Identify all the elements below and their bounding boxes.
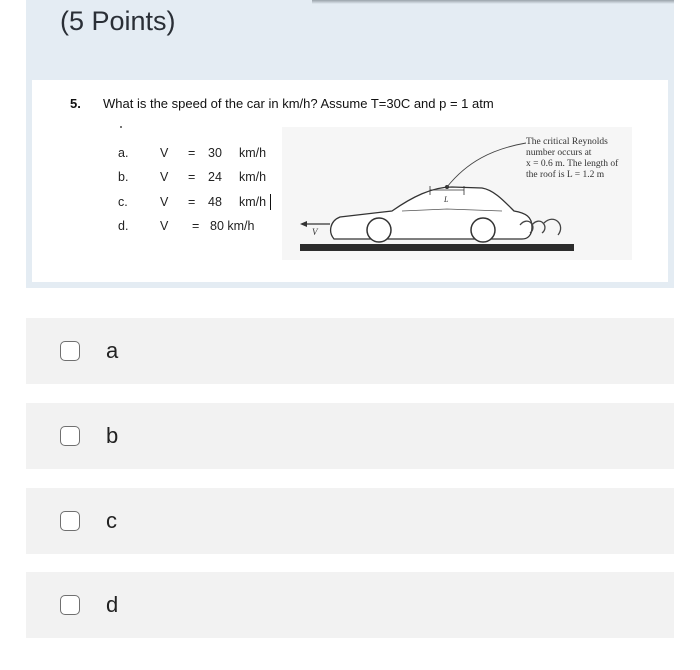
choice-equals: = <box>192 219 200 233</box>
question-text: What is the speed of the car in km/h? Assume T=30C and p = 1 atm <box>103 96 494 111</box>
figure-note-line: The critical Reynolds <box>526 137 608 147</box>
roof-length-label: L <box>444 195 449 204</box>
figure-note-line: x = 0.6 m. The length of <box>526 159 619 169</box>
choice-variable: V <box>160 195 169 209</box>
points-title: (5 Points) <box>60 6 176 36</box>
figure-note <box>526 137 630 181</box>
choice-equals: = <box>188 195 196 209</box>
top-shadow <box>312 0 674 4</box>
question-number: 5. <box>70 96 81 111</box>
checkbox-a[interactable] <box>60 341 80 361</box>
car-body <box>331 187 532 239</box>
choice-value: 80 km/h <box>210 219 255 233</box>
answer-option-c[interactable] <box>26 488 674 554</box>
choice-value: 24 <box>208 170 222 184</box>
choice-equals: = <box>188 146 196 160</box>
rear-wheel <box>471 218 495 242</box>
velocity-arrow-head <box>300 221 307 227</box>
figure-note-line: number occurs at <box>526 148 592 158</box>
text-cursor <box>270 194 271 210</box>
road-surface <box>300 244 574 251</box>
answer-option-d[interactable] <box>26 572 674 638</box>
choice-letter: b. <box>118 170 129 184</box>
checkbox-d[interactable] <box>60 595 80 615</box>
choice-unit: km/h <box>239 195 267 209</box>
choice-variable: V <box>160 170 169 184</box>
leader-line <box>447 143 526 187</box>
choice-letter: c. <box>118 195 128 209</box>
choice-letter: a. <box>118 146 129 160</box>
choice-unit: km/h <box>239 170 267 184</box>
answer-label-a: a <box>106 338 119 363</box>
choice-letter: d. <box>118 219 129 233</box>
velocity-label: V <box>312 227 318 237</box>
stray-dot <box>120 126 122 128</box>
choice-value: 48 <box>208 195 222 209</box>
figure-note-line: the roof is L = 1.2 m <box>526 170 605 180</box>
choice-value: 30 <box>208 146 222 160</box>
choice-variable: V <box>160 146 169 160</box>
choice-variable: V <box>160 219 169 233</box>
choice-unit: km/h <box>239 146 267 160</box>
choice-equals: = <box>188 170 196 184</box>
checkbox-c[interactable] <box>60 511 80 531</box>
answer-label-c: c <box>106 508 117 533</box>
answer-option-b[interactable] <box>26 403 674 469</box>
front-wheel <box>367 218 391 242</box>
answer-option-a[interactable] <box>26 318 674 384</box>
checkbox-b[interactable] <box>60 426 80 446</box>
answer-label-b: b <box>106 423 119 448</box>
answer-label-d: d <box>106 592 119 617</box>
